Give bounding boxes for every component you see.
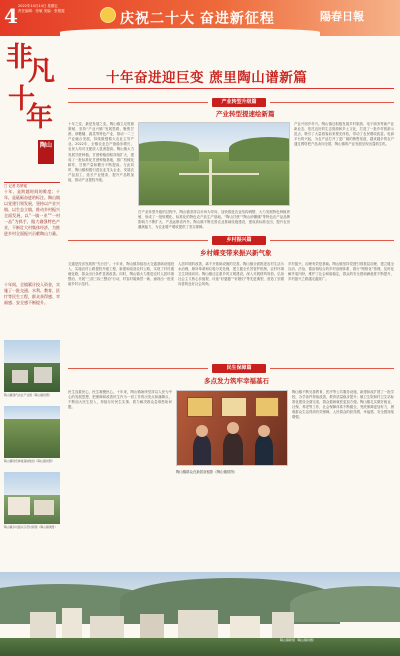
page-number: 4 bbox=[4, 4, 18, 28]
section-rule bbox=[270, 368, 394, 369]
section-rule bbox=[68, 368, 208, 369]
photo-caption: 陶山镇群众在新居前留影（陶山镇供图） bbox=[176, 470, 238, 474]
section-subhead: 产业转型提速绘新篇 bbox=[216, 110, 275, 118]
article-paragraph: 陶山镇不断完善教育、医疗等公共服务设施，新建和改扩建了一批学校，办学条件持续改善，教育质量稳步提升；镇卫生院和村卫生站标准化建设全面完成，群众看病就医更加方便。陶山镇扎实做好就业、社保、养老等工作，社会保障体系不断健全，兜底保障更加有力，困难群众生活得到有效保障，人民群众的获得感、幸福感、安全感持续增强。 bbox=[292, 390, 394, 420]
date-line: 2022年10月14日 星期五 bbox=[18, 4, 58, 8]
article-paragraph: 乡村振兴，治理有效是基础。陶山镇坚持党建引领基层治理，建立健全自治、法治、德治相结合的乡村治理体系，推行“网格化”管理，及时化解矛盾纠纷，维护了社会和谐稳定，群众的安全感和满意度不断提升，乡村振兴之路越走越宽广。 bbox=[288, 262, 394, 282]
left-column bbox=[0, 42, 62, 656]
article-paragraph: 民生连着民心，民生凝聚民心。十年来，陶山镇始终坚持以人民为中心的发展思想，把保障和改善民生作为一切工作的出发点和落脚点，不断加大民生投入，持续办好民生实事，着力解决群众急难愁盼问题。 bbox=[68, 390, 172, 410]
section-rule bbox=[68, 102, 208, 103]
intro-paragraph: 十年，是跨越时间的维度；十年，是砥砺奋进的标注。陶山镇以党建引领发展，坚持以产业兴镇、以生态立镇，推动乡村振兴全面发展，以“一镇一业”“一村一品”为抓手，做大做强特色产业，不断壮大村集体经济，为推进乡村全面振兴贡献陶山力量。 bbox=[4, 189, 60, 236]
seal-tag: 陶山 bbox=[38, 140, 54, 164]
article-paragraph: 在产业转型升级的过程中，陶山镇坚持以市场为导向，加快推进农业结构调整，大力发展特色种植养殖，形成了一批规模化、标准化的特色农产品生产基地。“陶山甘蔗”“陶山砂糖橘”等特色农产品品牌影响力不断扩大，产品远销省内外。陶山镇不断完善农业基础设施建设，建成高标准农田，提升农田灌溉能力，为农业增产增收提供了坚实保障。 bbox=[138, 210, 290, 230]
town-panorama-photo bbox=[0, 572, 400, 656]
banner-slogan: 庆祝二十大 奋进新征程 bbox=[120, 10, 275, 26]
left-photo-1 bbox=[4, 340, 60, 392]
left-photo-3 bbox=[4, 472, 60, 524]
article-column bbox=[178, 262, 284, 358]
editor-line: 责任编辑：张敏 美编：张银霞 bbox=[18, 9, 65, 13]
villagers-group-photo bbox=[176, 390, 288, 466]
newspaper-brand: 陽春日報 bbox=[320, 10, 364, 23]
article-paragraph: 十年之变，最是发展之变。陶山镇立足资源禀赋，坚持“产业兴镇”发展思路，聚焦甘蔗、砂糖橘、蔬菜等特色产业，推动一二三产业融合发展，持续做强做大农业主导产业。2022年，全镇农业总产值稳步增长，农民人均可支配收入显著提高。陶山镇大力发展甘蔗种植，甘蔗种植面积持续扩大，建成了一批标准化甘蔗种植基地，推广机械化耕作，甘蔗产量和糖分不断提高。与此同时，陶山镇积极引进农业龙头企业，发展农产品加工，延长产业链条，提升产品附加值，推动产业提档升级。 bbox=[68, 122, 134, 183]
section-subhead: 乡村蝶变带来振兴新气象 bbox=[200, 249, 272, 257]
article-paragraph: 产业兴则乡村兴。陶山镇还积极发展乡村旅游、电子商务等新产业新业态，依托良好的生态资源和乡土文化，打造了一批乡村旅游示范点，吸引了大量游客前来观光体验，带动了农民增收致富。电商平台的兴起，为农产品打开了更广阔的销售渠道，越来越多的农户通过网络把产品卖向全国，陶山镇的产业发展呈现出蓬勃生机。 bbox=[294, 122, 394, 147]
section-label-rural: 乡村振兴篇 bbox=[212, 236, 266, 245]
panorama-caption: 陶山镇新貌（陶山镇供图） bbox=[280, 638, 317, 642]
section-label-livelihood: 民生保障篇 bbox=[212, 364, 266, 373]
article-column bbox=[294, 122, 394, 230]
article-paragraph: 交通是经济发展的“先行官”。十年来，陶山镇持续加大交通基础设施投入，实施农村公路提档升级工程，新建和改造农村公路，实现了村村通硬化路，群众出行条件显著改善。同时，陶山镇大力推进农村人居环境整治，开展“三清三拆三整治”行动，村容村貌焕然一新，涌现出一批美丽乡村示范村。 bbox=[68, 262, 174, 287]
article-column bbox=[68, 390, 172, 486]
masthead-meta bbox=[18, 4, 98, 14]
photo-caption: 陶山镇特色种植基地航拍（陶山镇供图） bbox=[4, 459, 55, 463]
intro-text bbox=[4, 189, 60, 281]
calligraphy-char: 凡 bbox=[28, 56, 55, 87]
calligraphy-title bbox=[4, 44, 60, 164]
article-column bbox=[68, 262, 174, 358]
masthead-wave bbox=[60, 28, 320, 36]
article-column bbox=[68, 122, 134, 230]
reporter-byline: □ 记者 苏梦瑶 bbox=[4, 182, 60, 189]
party-emblem-icon bbox=[100, 7, 116, 23]
aerial-farmland-photo bbox=[138, 122, 290, 206]
photo-caption: 陶山镇现代农业产业园（陶山镇供图） bbox=[4, 393, 52, 397]
photo-caption: 陶山镇乡村振兴示范村新貌（陶山镇供图） bbox=[4, 525, 58, 529]
article-paragraph: 人居环境的改善，离不开基础设施的完善。陶山镇全面推进农村生活污水治理、厕所革命和垃圾分类处理，建立健全长效管护机制，农村环境卫生持续向好。陶山镇还注重乡风文明建设，深入开展移风易俗，弘扬社会主义核心价值观，评选“好婆婆”“好媳妇”等先进典型，营造了崇德向善的良好社会风尚。 bbox=[178, 262, 284, 287]
article-column bbox=[138, 210, 290, 230]
calligraphy-char: 十 bbox=[8, 84, 35, 115]
left-photo-2 bbox=[4, 406, 60, 458]
title-rule bbox=[68, 88, 394, 89]
article-column bbox=[176, 470, 288, 566]
section-rule bbox=[270, 102, 394, 103]
section-rule bbox=[270, 240, 394, 241]
article-column bbox=[288, 262, 394, 358]
masthead bbox=[0, 0, 400, 36]
page-title: 十年奋进迎巨变 蔗里陶山谱新篇 bbox=[106, 70, 308, 86]
intro-paragraph: 十年间，全镇累计投入资金，实施了一批交通、水利、教育、医疗等民生工程，群众获得感、幸福感、安全感不断提升。 bbox=[4, 282, 60, 305]
calligraphy-char: 非 bbox=[6, 42, 33, 73]
section-subhead: 多点发力筑牢幸福基石 bbox=[204, 377, 269, 385]
intro-text-2 bbox=[4, 282, 60, 316]
section-rule bbox=[68, 240, 208, 241]
calligraphy-char: 年 bbox=[26, 102, 53, 133]
article-column bbox=[292, 390, 394, 566]
section-label-industry: 产业转型升级篇 bbox=[212, 98, 266, 107]
